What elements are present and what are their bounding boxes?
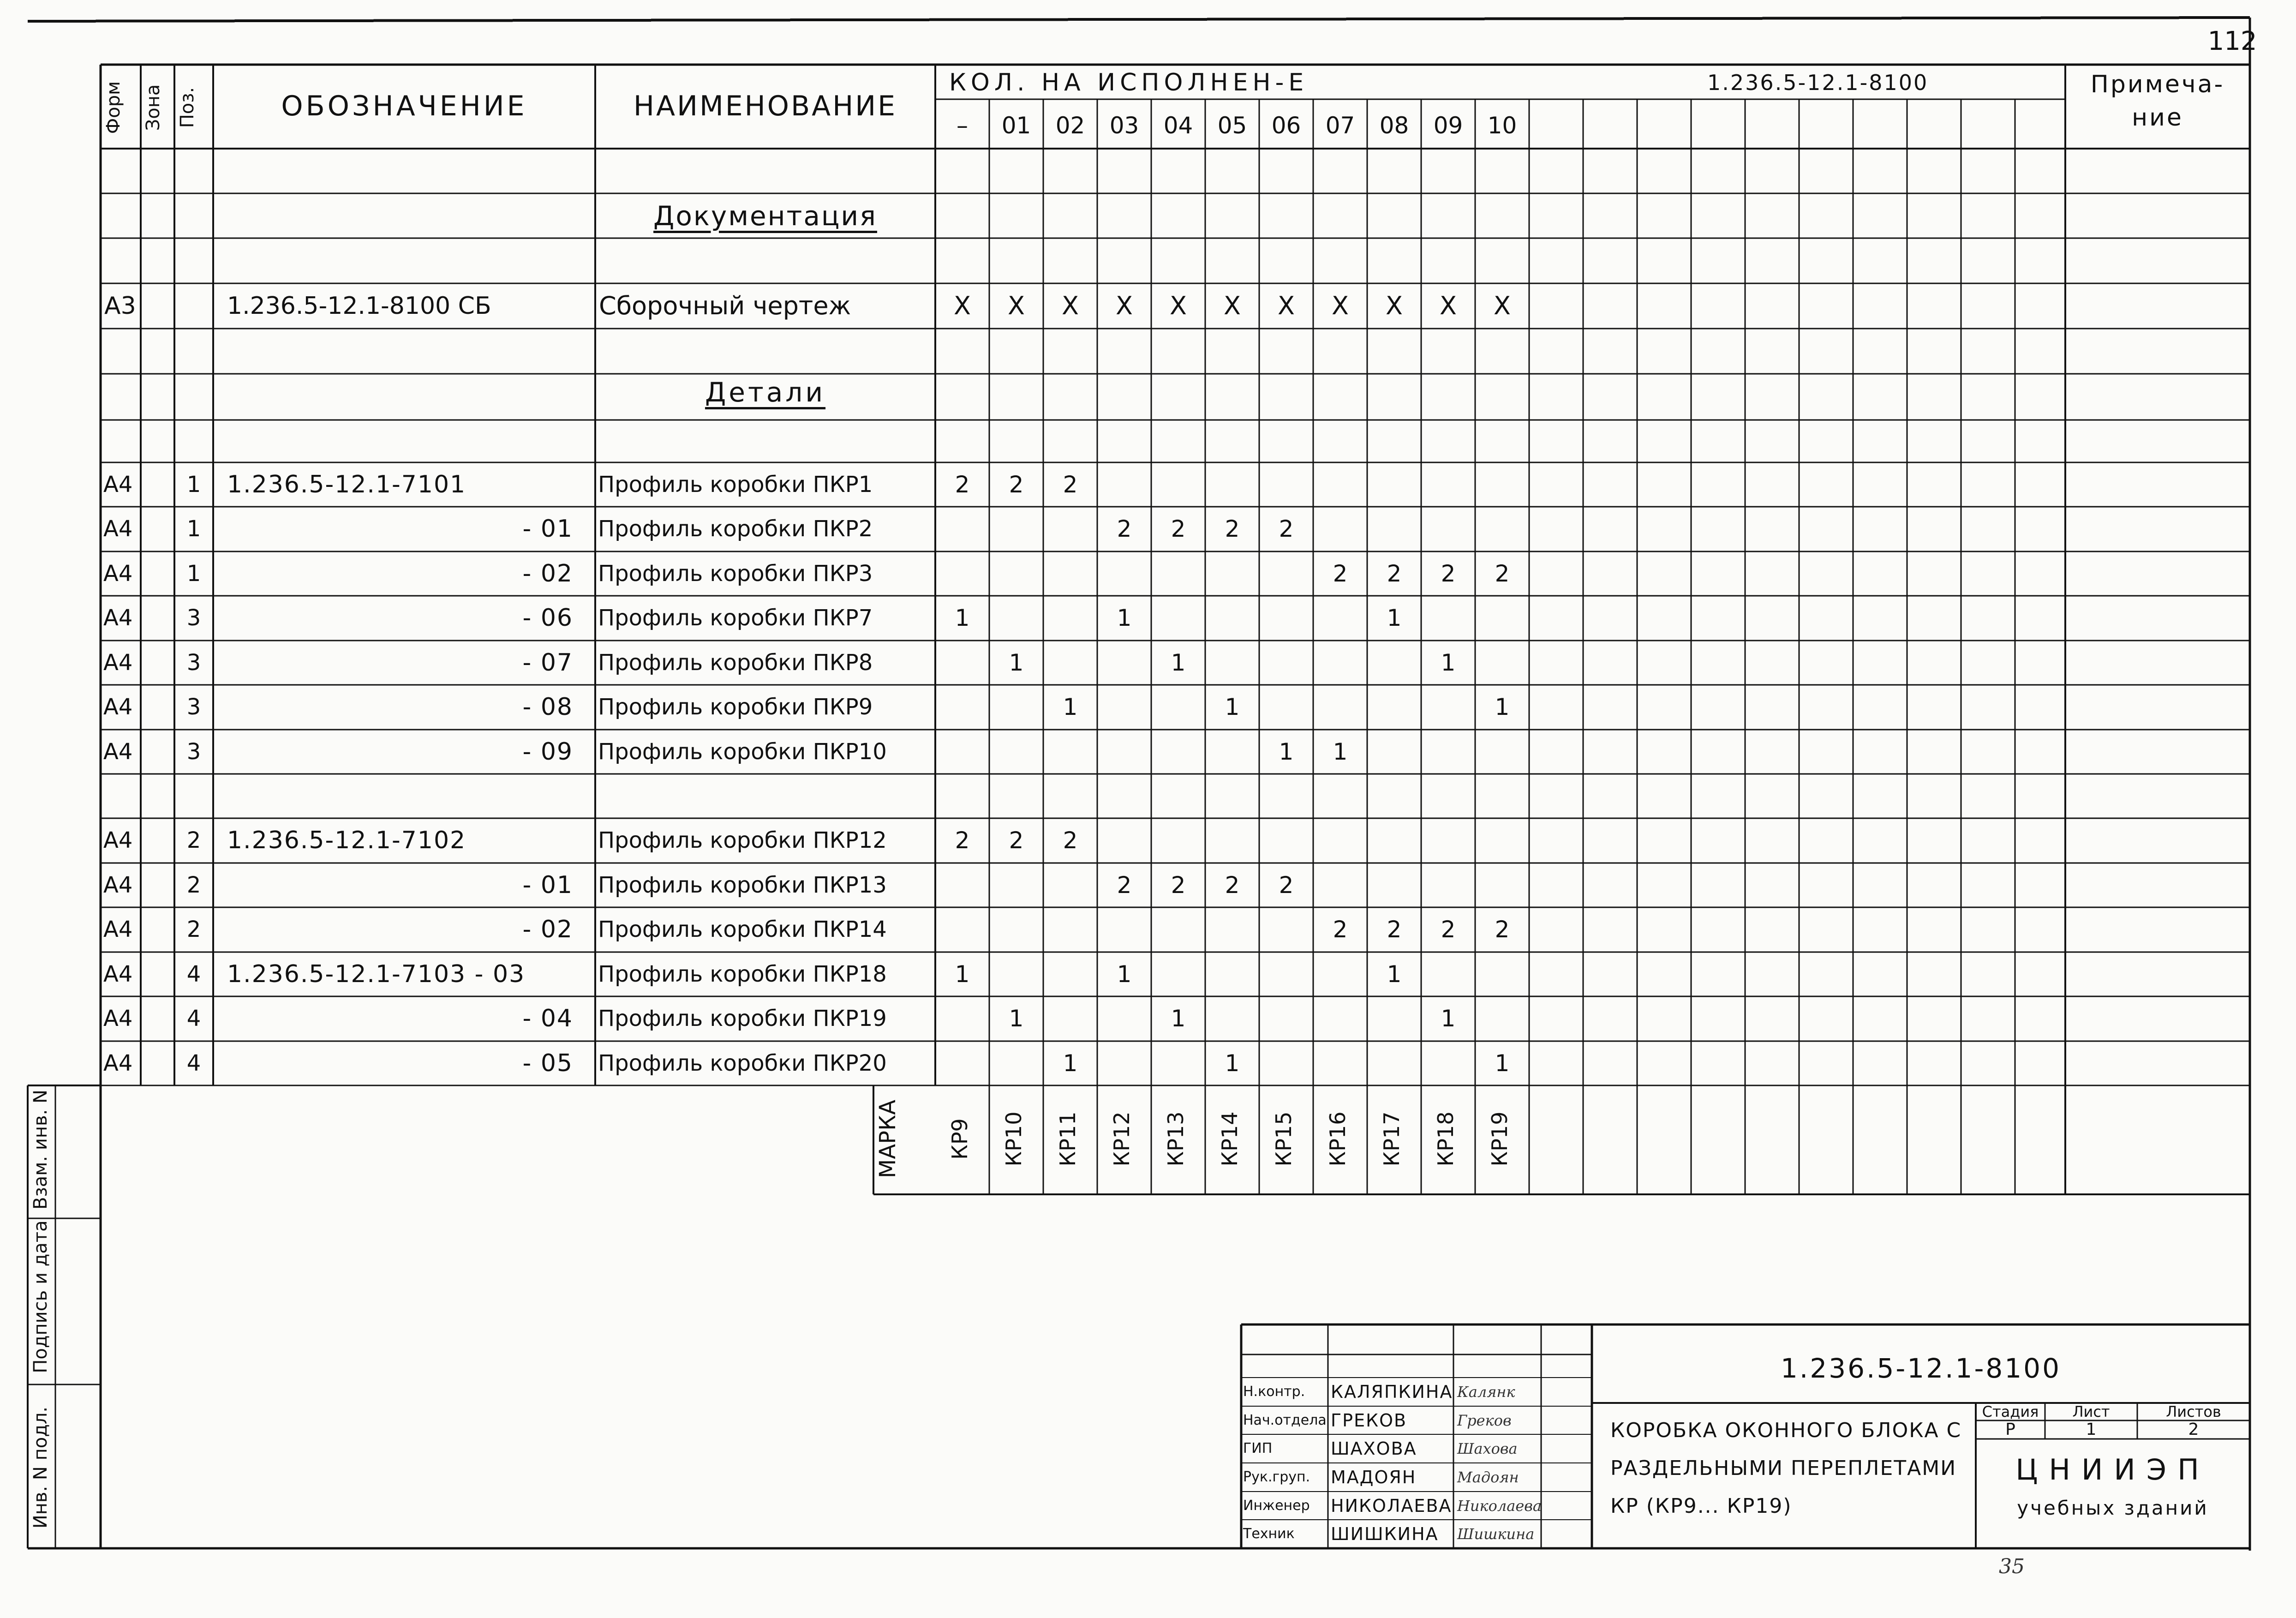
doc-mark: X [1386, 291, 1403, 320]
doc-mark: X [1116, 291, 1133, 320]
row-format: А4 [103, 516, 133, 542]
person-signature: Греков [1457, 1412, 1512, 1429]
variant-header: 03 [1109, 112, 1139, 139]
person-name: ШАХОВА [1331, 1438, 1417, 1459]
row-format: А4 [103, 605, 133, 631]
row-qty: 1 [955, 961, 970, 988]
person-signature: Николаева [1457, 1497, 1542, 1515]
row-qty: 1 [1441, 1005, 1456, 1032]
row-qty: 1 [1063, 1050, 1078, 1077]
row-qty: 2 [1279, 872, 1294, 899]
row-format: А4 [103, 917, 133, 942]
variant-header: 07 [1325, 112, 1355, 139]
row-qty: 2 [955, 471, 970, 498]
row-pos: 3 [186, 694, 201, 720]
row-designation: 1.236.5-12.1-7102 [227, 827, 466, 854]
row-qty: 1 [1333, 738, 1348, 765]
row-qty: 2 [1063, 827, 1078, 854]
marka-value: КР16 [1325, 1111, 1350, 1167]
row-designation [213, 774, 573, 818]
row-qty: 2 [1225, 872, 1240, 899]
header-pos: Поз. [177, 87, 198, 128]
row-name: Профиль коробки ПКР9 [598, 694, 873, 720]
row-pos: 2 [186, 872, 201, 898]
person-role: Техник [1243, 1526, 1295, 1542]
marka-value: КР9 [947, 1118, 972, 1160]
person-name: ГРЕКОВ [1331, 1410, 1407, 1431]
row-qty: 1 [1009, 649, 1024, 676]
row-format: А4 [103, 961, 133, 987]
row-pos: 3 [186, 739, 201, 765]
person-signature: Мадоян [1457, 1468, 1519, 1486]
row-qty: 2 [1009, 827, 1024, 854]
row-name: Профиль коробки ПКР10 [598, 739, 887, 765]
variant-header: 10 [1487, 112, 1517, 139]
sheets-value: 2 [2188, 1420, 2199, 1439]
row-format: А4 [103, 872, 133, 898]
row-qty: 1 [1279, 738, 1294, 765]
doc-mark: X [1170, 291, 1187, 320]
header-designation: ОБОЗНАЧЕНИЕ [281, 90, 527, 122]
row-qty: 2 [1117, 515, 1132, 542]
person-name: КАЛЯПКИНА [1331, 1382, 1453, 1402]
row-name: Профиль коробки ПКР1 [598, 472, 873, 497]
row-name: Профиль коробки ПКР8 [598, 650, 873, 676]
row-qty: 1 [1387, 605, 1402, 631]
row-qty: 2 [1495, 560, 1510, 587]
person-signature: Калянк [1457, 1383, 1515, 1401]
row-qty: 2 [1171, 872, 1186, 899]
row-format: А4 [103, 827, 133, 853]
row-qty: 2 [1171, 515, 1186, 542]
row-pos: 4 [186, 1050, 201, 1076]
doc-mark: X [1332, 291, 1349, 320]
row-qty: 1 [1063, 694, 1078, 720]
row-designation: 1.236.5-12.1-7103 - 03 [227, 960, 526, 988]
header-zone: Зона [143, 84, 164, 131]
row-qty: 2 [1441, 916, 1456, 943]
row-name: Профиль коробки ПКР18 [598, 961, 887, 987]
stage-value: Р [2005, 1420, 2015, 1439]
doc-mark: X [1008, 291, 1025, 320]
marka-value: КР15 [1271, 1111, 1296, 1167]
person-role: ГИП [1243, 1440, 1273, 1456]
row-designation: - 07 [522, 649, 573, 677]
row-designation: - 01 [522, 515, 573, 543]
row-qty: 1 [1225, 694, 1240, 720]
row-qty: 1 [1171, 1005, 1186, 1032]
marka-value: КР17 [1379, 1111, 1404, 1167]
stage-label: Стадия [1982, 1403, 2039, 1420]
page-number: 35 [1999, 1555, 2025, 1578]
marka-value: КР19 [1487, 1111, 1512, 1167]
row-name: Профиль коробки ПКР2 [598, 516, 873, 542]
person-role: Н.контр. [1243, 1384, 1305, 1400]
row-designation: - 01 [522, 871, 573, 899]
section-details: Детали [705, 377, 826, 408]
variant-header: 04 [1163, 112, 1193, 139]
marka-label: МАРКА [875, 1099, 901, 1179]
row-pos [174, 774, 213, 818]
row-qty: 2 [1225, 515, 1240, 542]
org-name: ЦНИИЭП [2015, 1453, 2210, 1486]
header-form: Форм [103, 81, 124, 134]
header-qty-caption: КОЛ. НА ИСПОЛНЕН-Е [949, 69, 1309, 96]
row-pos: 3 [186, 605, 201, 631]
title-line: РАЗДЕЛЬНЫМИ ПЕРЕПЛЕТАМИ [1610, 1456, 1957, 1480]
row-qty: 2 [955, 827, 970, 854]
row-qty: 2 [1063, 471, 1078, 498]
marka-value: КР11 [1055, 1111, 1080, 1167]
doc-format: А3 [104, 292, 136, 320]
row-qty: 2 [1387, 560, 1402, 587]
doc-mark: X [1440, 291, 1457, 320]
row-pos: 2 [186, 917, 201, 942]
row-qty: 1 [1225, 1050, 1240, 1077]
row-name: Профиль коробки ПКР7 [598, 605, 873, 631]
org-subtitle: учебных зданий [2017, 1497, 2209, 1519]
side-label-signature: Подпись и дата [30, 1220, 51, 1373]
row-qty: 2 [1495, 916, 1510, 943]
row-designation: - 05 [522, 1049, 573, 1077]
variant-header: 02 [1055, 112, 1085, 139]
title-line: КОРОБКА ОКОННОГО БЛОКА С [1610, 1419, 1962, 1442]
row-qty: 1 [1495, 694, 1510, 720]
row-qty: 1 [1171, 649, 1186, 676]
row-format: А4 [103, 694, 133, 720]
row-pos: 1 [186, 561, 201, 587]
row-pos: 2 [186, 827, 201, 853]
doc-name: Сборочный чертеж [599, 291, 851, 320]
row-format: А4 [103, 1006, 133, 1031]
row-pos: 1 [186, 472, 201, 497]
header-note: Примеча- [2090, 71, 2225, 98]
row-name: Профиль коробки ПКР13 [598, 872, 887, 898]
person-name: ШИШКИНА [1331, 1524, 1439, 1544]
row-qty: 2 [1333, 916, 1348, 943]
row-name: Профиль коробки ПКР3 [598, 561, 873, 587]
title-code: 1.236.5-12.1-8100 [1781, 1353, 2061, 1384]
row-designation: - 04 [522, 1005, 573, 1032]
person-role: Рук.груп. [1243, 1469, 1310, 1485]
row-qty: 2 [1333, 560, 1348, 587]
row-pos: 3 [186, 650, 201, 676]
row-qty: 2 [1117, 872, 1132, 899]
row-qty: 1 [1117, 605, 1132, 631]
row-qty: 1 [1495, 1050, 1510, 1077]
variant-header: 01 [1001, 112, 1031, 139]
row-format: А4 [103, 650, 133, 676]
row-name [598, 774, 935, 818]
doc-mark: X [954, 291, 971, 320]
row-name: Профиль коробки ПКР12 [598, 827, 887, 853]
doc-mark: X [1062, 291, 1079, 320]
row-designation: - 09 [522, 738, 573, 766]
row-format: А4 [103, 472, 133, 497]
row-name: Профиль коробки ПКР19 [598, 1006, 887, 1031]
row-qty: 2 [1387, 916, 1402, 943]
row-name: Профиль коробки ПКР14 [598, 917, 887, 942]
variant-header: 09 [1433, 112, 1463, 139]
person-signature: Шахова [1457, 1440, 1518, 1457]
person-role: Инженер [1243, 1498, 1310, 1514]
row-qty: 1 [1117, 961, 1132, 988]
header-note: ние [2132, 104, 2183, 132]
row-designation: - 02 [522, 916, 573, 943]
doc-mark: X [1278, 291, 1295, 320]
row-format: А4 [103, 1050, 133, 1076]
row-designation: - 08 [522, 693, 573, 721]
row-qty: 2 [1009, 471, 1024, 498]
row-designation: - 06 [522, 604, 573, 632]
row-qty: 1 [1387, 961, 1402, 988]
row-qty: 2 [1441, 560, 1456, 587]
sheet-number: 112 [2207, 26, 2257, 56]
row-pos: 4 [186, 1006, 201, 1031]
row-qty: 1 [1009, 1005, 1024, 1032]
title-line: КР (КР9... КР19) [1610, 1494, 1792, 1518]
row-qty: 1 [1441, 649, 1456, 676]
marka-value: КР13 [1163, 1111, 1188, 1167]
row-qty: 1 [955, 605, 970, 631]
row-designation: 1.236.5-12.1-7101 [227, 471, 466, 498]
person-name: МАДОЯН [1331, 1467, 1417, 1487]
row-name: Профиль коробки ПКР20 [598, 1050, 887, 1076]
sheet-value: 1 [2086, 1420, 2097, 1439]
variant-header: – [957, 112, 968, 139]
header-name: НАИМЕНОВАНИЕ [633, 90, 897, 122]
person-signature: Шишкина [1457, 1525, 1535, 1543]
doc-mark: X [1494, 291, 1511, 320]
sheets-label: Листов [2166, 1403, 2221, 1420]
variant-header: 06 [1271, 112, 1301, 139]
person-role: Нач.отдела [1243, 1412, 1327, 1428]
sheet-label: Лист [2072, 1403, 2110, 1420]
side-label-replace: Взам. инв. N [30, 1090, 51, 1210]
row-qty: 2 [1279, 515, 1294, 542]
variant-header: 08 [1379, 112, 1409, 139]
side-label-inv: Инв. N подл. [30, 1406, 51, 1529]
marka-value: КР10 [1001, 1111, 1026, 1167]
row-format: А4 [103, 739, 133, 765]
marka-value: КР18 [1433, 1111, 1458, 1167]
row-designation: - 02 [522, 560, 573, 587]
person-name: НИКОЛАЕВА [1331, 1496, 1452, 1516]
doc-mark: X [1224, 291, 1241, 320]
row-format: А4 [103, 561, 133, 587]
header-doc-code: 1.236.5-12.1-8100 [1707, 70, 1929, 95]
doc-designation: 1.236.5-12.1-8100 СБ [227, 292, 491, 320]
variant-header: 05 [1217, 112, 1247, 139]
row-pos: 1 [186, 516, 201, 542]
row-pos: 4 [186, 961, 201, 987]
row-format [103, 774, 140, 818]
section-documentation: Документация [653, 200, 877, 232]
marka-value: КР12 [1109, 1111, 1134, 1167]
marka-value: КР14 [1217, 1111, 1242, 1167]
frame-top-line [28, 18, 2250, 21]
